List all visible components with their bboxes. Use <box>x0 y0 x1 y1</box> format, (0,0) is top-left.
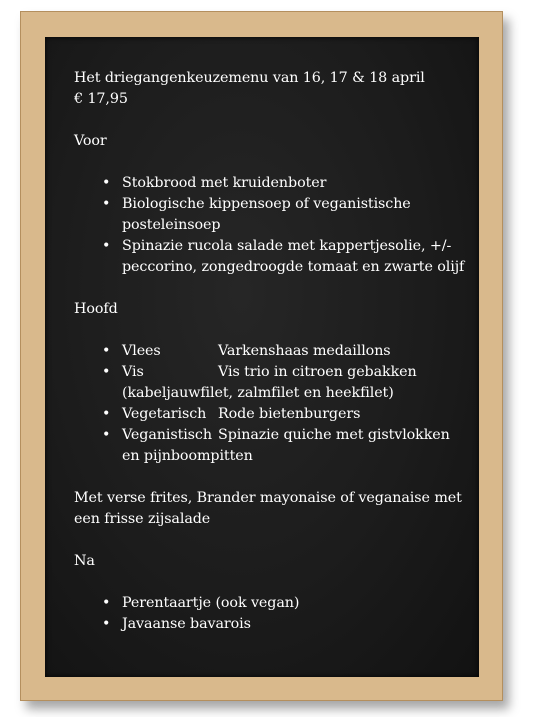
list-item <box>74 362 474 404</box>
item-text: Spinazie rucola salade met kappertjesolie, +/- <box>122 238 452 254</box>
item-dish-continuation: en pijnboompitten <box>122 448 253 464</box>
item-dish: Rode bietenburgers <box>218 406 361 422</box>
bullet-icon: • <box>102 427 111 443</box>
item-category: Vegetarisch <box>122 406 207 422</box>
list-item <box>74 236 474 278</box>
list-item <box>74 341 474 362</box>
side-dishes-line: een frisse zijsalade <box>74 511 211 527</box>
bullet-icon: • <box>102 364 111 380</box>
item-text: posteleinsoep <box>122 217 221 233</box>
list-item <box>74 404 474 425</box>
bullet-icon: • <box>102 595 111 611</box>
bullet-icon: • <box>102 343 111 359</box>
item-dish: Varkenshaas medaillons <box>218 343 391 359</box>
hoofd-list <box>74 341 474 467</box>
item-text: peccorino, zongedroogde tomaat en zwarte olijf <box>122 259 465 275</box>
bullet-icon: • <box>102 238 111 254</box>
na-list <box>74 593 474 635</box>
list-item <box>74 425 474 467</box>
side-dishes-line: Met verse frites, Brander mayonaise of veganaise met <box>74 490 462 506</box>
bullet-icon: • <box>102 196 111 212</box>
bullet-icon: • <box>102 175 111 191</box>
item-dish: Spinazie quiche met gistvlokken <box>218 427 450 443</box>
item-category: Veganistisch <box>122 427 212 443</box>
item-dish: Vis trio in citroen gebakken <box>218 364 417 380</box>
list-item <box>74 194 474 236</box>
item-text: Biologische kippensoep of veganistische <box>122 196 411 212</box>
section-title-hoofd: Hoofd <box>74 301 118 317</box>
item-category: Vis <box>122 364 144 380</box>
bullet-icon: • <box>102 616 111 632</box>
voor-list <box>74 173 474 278</box>
item-category: Vlees <box>122 343 161 359</box>
bullet-icon: • <box>102 406 111 422</box>
item-dish-continuation: (kabeljauwfilet, zalmfilet en heekfilet) <box>122 385 394 401</box>
list-item <box>74 173 474 194</box>
item-text: Javaanse bavarois <box>122 616 251 632</box>
section-title-na: Na <box>74 553 95 569</box>
list-item <box>74 593 474 614</box>
list-item <box>74 614 474 635</box>
item-text: Perentaartje (ook vegan) <box>122 595 300 611</box>
menu-content <box>74 68 474 635</box>
menu-heading: Het driegangenkeuzemenu van 16, 17 & 18 april <box>74 70 425 86</box>
menu-price: € 17,95 <box>74 91 128 107</box>
item-text: Stokbrood met kruidenboter <box>122 175 327 191</box>
section-title-voor: Voor <box>74 133 107 149</box>
